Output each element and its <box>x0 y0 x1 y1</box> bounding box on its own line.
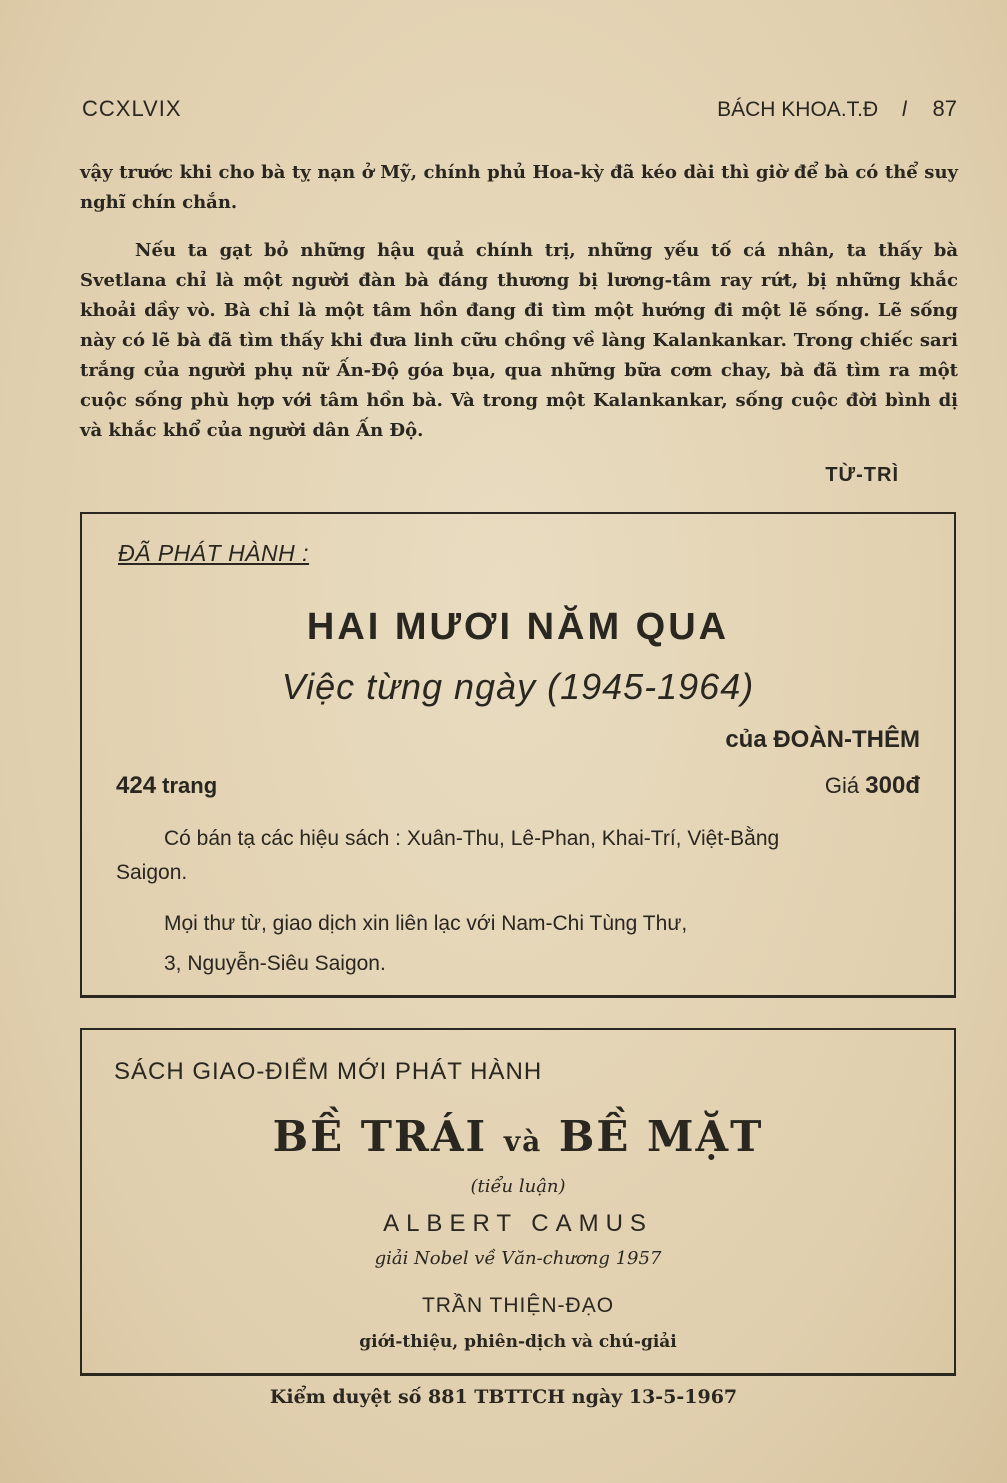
book-author <box>725 726 920 754</box>
running-header <box>717 96 957 122</box>
sellers-info <box>116 822 936 890</box>
book-author: ALBERT CAMUS <box>383 1210 653 1237</box>
contact-line: Mọi thư từ, giao dịch xin liên lạc với Nam-Chi Tùng Thư, <box>164 912 688 935</box>
page-number: 87 <box>932 96 957 121</box>
magazine-name: BÁCH KHOA.T.Đ <box>717 98 879 121</box>
book-advertisement <box>80 512 956 998</box>
author-prefix: của <box>725 726 767 753</box>
new-release-label: SÁCH GIAO-ĐIỂM MỚI PHÁT HÀNH <box>114 1058 543 1085</box>
book-genre: (tiểu luận) <box>470 1176 566 1197</box>
sellers-line: Có bán tạ các hiệu sách : Xuân-Thu, Lê-Phan, Khai-Trí, Việt-Bằng <box>164 827 780 850</box>
title-part: BỀ MẶT <box>558 1112 764 1161</box>
page-roman-numeral: CCXLVIX <box>82 96 182 121</box>
contact-address: 3, Nguyễn-Siêu Saigon. <box>164 952 386 975</box>
header-separator: l <box>902 98 907 121</box>
author-name: ĐOÀN-THÊM <box>773 726 920 753</box>
article-paragraph: Nếu ta gạt bỏ những hậu quả chính trị, những yếu tố cá nhân, ta thấy bà Svetlana chỉ là một người đàn bà đáng thương bị lương-tâm ray rứt, bị những khắc khoải dầy vò. Bà chỉ là một tâm hồn đang đi tìm một hướng đi một lẽ sống. Lẽ sống này có lẽ bà đã tìm thấy khi đưa linh cữu chồng về làng Kalankankar. Trong chiếc sari trắng của người phụ nữ Ấn-Độ góa bụa, qua những bữa cơm chay, bà đã tìm ra một cuộc sống phù hợp với tâm hồn bà. Và trong một Kalankankar, sống cuộc đời bình dị và khắc khổ của người dân Ấn Độ. <box>80 240 958 441</box>
page-count-number: 424 <box>116 772 157 799</box>
page-count-unit: trang <box>162 773 218 798</box>
book-title: HAI MƯƠI NĂM QUA <box>306 606 730 648</box>
title-part: BỀ TRÁI <box>272 1112 488 1161</box>
book-title <box>82 1112 954 1161</box>
title-conjunction: và <box>503 1125 543 1158</box>
price-value: 300đ <box>865 772 920 799</box>
book-advertisement <box>80 1028 956 1376</box>
book-subtitle: Việc từng ngày (1945-1964) <box>281 666 755 707</box>
translator-name: TRẦN THIỆN-ĐẠO <box>421 1294 615 1317</box>
book-price <box>825 772 920 800</box>
article-body <box>80 158 958 446</box>
contact-info <box>164 904 687 984</box>
article-paragraph: vậy trước khi cho bà tỵ nạn ở Mỹ, chính phủ Hoa-kỳ đã kéo dài thì giờ để bà có thể suy nghĩ chín chắn. <box>80 162 958 213</box>
price-label: Giá <box>824 773 860 798</box>
page-count <box>116 772 217 800</box>
published-label: ĐÃ PHÁT HÀNH : <box>118 540 310 566</box>
author-award: giải Nobel về Văn-chương 1957 <box>374 1248 662 1269</box>
translator-role: giới-thiệu, phiên-dịch và chú-giải <box>359 1332 677 1352</box>
censorship-notice: Kiểm duyệt số 881 TBTTCH ngày 13-5-1967 <box>269 1386 738 1408</box>
sellers-line: Saigon. <box>116 861 188 884</box>
article-author: TỪ-TRÌ <box>825 464 899 486</box>
